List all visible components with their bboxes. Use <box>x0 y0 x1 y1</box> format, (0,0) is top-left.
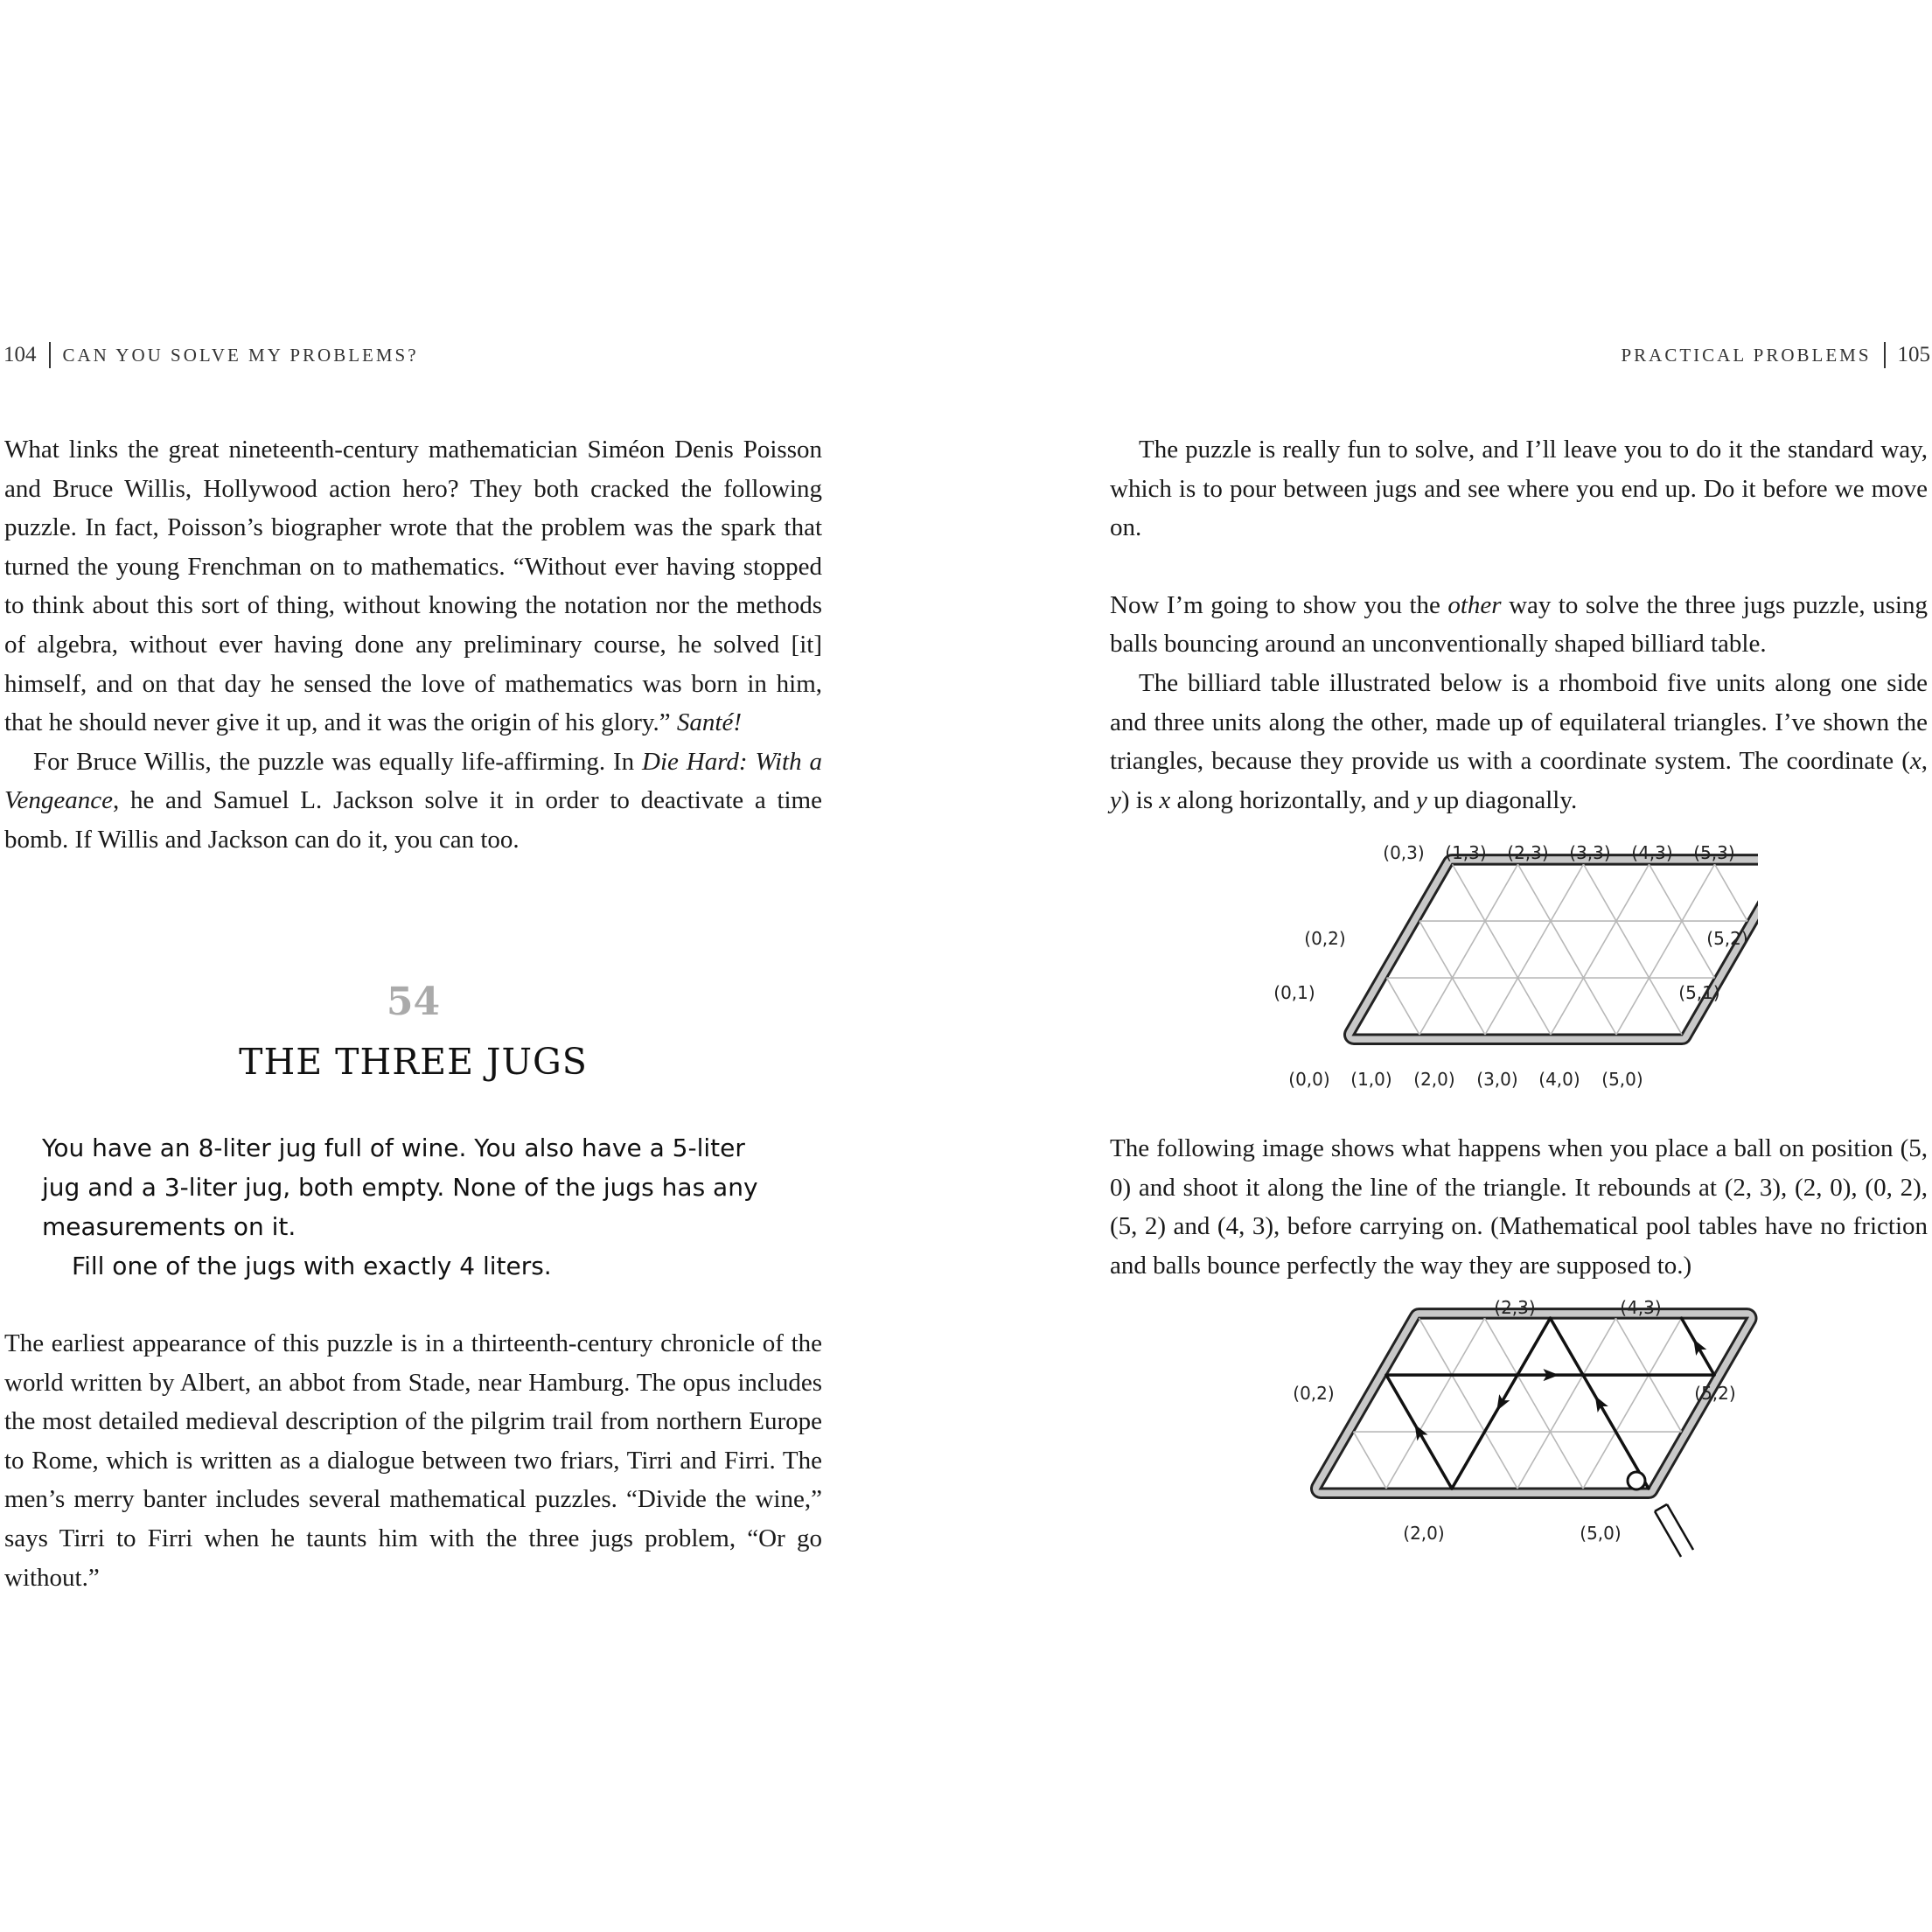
right-paragraph-3: The billiard table illustrated below is a rhomboid five units along one side and three units along the other, made up of equilateral triangles. I’ve shown the triangles, because they provide us with a coordinate system. The coordinate (x, y) is x along horizontally, and y up diagonally. <box>1110 668 1928 814</box>
label-5-0: (5,0) <box>1601 1069 1643 1090</box>
puzzle-statement <box>42 1128 777 1286</box>
label-0-2: (0,2) <box>1304 928 1346 949</box>
right-paragraph-1: The puzzle is really fun to solve, and I’ll leave you to do it the standard way, which is to pour between jugs and see where you end up. Do it before we move on. <box>1110 436 1928 542</box>
puzzle-number: 54 <box>386 980 441 1024</box>
running-header-left <box>3 338 419 373</box>
figure-ball-path <box>1251 1286 1758 1574</box>
history-paragraph: The earliest appearance of this puzzle is in a thirteenth-century chronicle of the world written by Albert, an abbot from Stade, near Hamburg. The opus includes the most detailed medieval description of the pilgrim trail from northern Europe to Rome, which is written as a dialogue between two friars, Tirri and Firri. The men’s merry banter includes several mathematical puzzles. “Divide the wine,” says Tirri to Firri when he taunts him with the three jugs problem, “Or go without.” <box>4 1329 822 1592</box>
label-2-3: (2,3) <box>1494 1297 1536 1318</box>
label-5-1: (5,1) <box>1678 982 1720 1003</box>
right-paragraph-2: Now I’m going to show you the other way to solve the three jugs puzzle, using balls bouncing around an unconventionally shaped billiard table. <box>1110 590 1928 659</box>
right-text-top <box>1110 430 1928 820</box>
puzzle-statement-paragraph-2: Fill one of the jugs with exactly 4 liters. <box>72 1252 552 1280</box>
label-2-3: (2,3) <box>1507 842 1549 863</box>
puzzle-statement-paragraph-1: You have an 8-liter jug full of wine. You also have a 5-liter jug and a 3-liter jug, both empty. None of the jugs has any measurements on it. <box>42 1133 758 1241</box>
label-3-0: (3,0) <box>1476 1069 1518 1090</box>
header-separator <box>49 342 51 368</box>
ball-icon <box>1628 1472 1645 1489</box>
label-4-3: (4,3) <box>1631 842 1673 863</box>
ball-circle <box>1628 1472 1645 1489</box>
running-head-left: CAN YOU SOLVE MY PROBLEMS? <box>62 344 419 366</box>
cue-icon <box>1655 1504 1693 1557</box>
label-1-3: (1,3) <box>1445 842 1487 863</box>
right-paragraph-4: The following image shows what happens when you place a ball on position (5, 0) and shoot it along the line of the triangle. It rebounds at (2, 3), (2, 0), (0, 2), (5, 2) and (4, 3), before carrying on. (Mathematical pool tables have no friction and balls bounce perfectly the way they are supposed to.) <box>1110 1134 1928 1280</box>
cue-tip <box>1655 1504 1667 1511</box>
running-header-right <box>1621 338 1930 373</box>
label-3-3: (3,3) <box>1569 842 1611 863</box>
label-4-0: (4,0) <box>1538 1069 1580 1090</box>
right-text-bottom <box>1110 1129 1928 1285</box>
figure-coordinate-table <box>1251 831 1758 1093</box>
label-5-2: (5,2) <box>1706 928 1748 949</box>
label-0-2: (0,2) <box>1293 1383 1335 1404</box>
cue-line <box>1667 1504 1693 1550</box>
table-surface <box>1354 864 1758 1035</box>
history-text <box>4 1324 822 1597</box>
cue-line <box>1655 1511 1681 1557</box>
intro-paragraph-2: For Bruce Willis, the puzzle was equally life-affirming. In Die Hard: With a Vengeance, he and Samuel L. Jackson solve it in order to deactivate a time bomb. If Willis and Jackson can do it, you can too. <box>4 747 822 854</box>
puzzle-title: THE THREE JUGS <box>239 1041 588 1083</box>
label-2-0: (2,0) <box>1413 1069 1455 1090</box>
label-0-1: (0,1) <box>1273 982 1315 1003</box>
label-1-0: (1,0) <box>1350 1069 1392 1090</box>
label-5-3: (5,3) <box>1693 842 1735 863</box>
page-number-right: 105 <box>1897 343 1930 366</box>
label-5-2: (5,2) <box>1694 1383 1736 1404</box>
label-4-3: (4,3) <box>1620 1297 1662 1318</box>
label-0-3: (0,3) <box>1383 842 1425 863</box>
label-0-0: (0,0) <box>1288 1069 1330 1090</box>
label-5-0: (5,0) <box>1580 1523 1622 1544</box>
intro-paragraph-1: What links the great nineteenth-century mathematician Siméon Denis Poisson and Bruce Willis, Hollywood action hero? They both cracked the following puzzle. In fact, Poisson’s biographer wrote that the problem was the spark that turned the young Frenchman on to mathematics. “Without ever having stopped to think about this sort of thing, without knowing the notation nor the methods of algebra, without ever having done any preliminary course, he solved [it] himself, and on that day he sensed the love of mathematics was born in him, that he should never give it up, and it was the origin of his glory.” Santé! <box>4 436 822 737</box>
label-2-0: (2,0) <box>1403 1523 1445 1544</box>
intro-text <box>4 430 822 860</box>
billiard-table-board <box>1354 864 1758 1035</box>
running-head-right: PRACTICAL PROBLEMS <box>1621 344 1872 366</box>
header-separator <box>1884 342 1886 368</box>
page-number-left: 104 <box>3 343 37 366</box>
